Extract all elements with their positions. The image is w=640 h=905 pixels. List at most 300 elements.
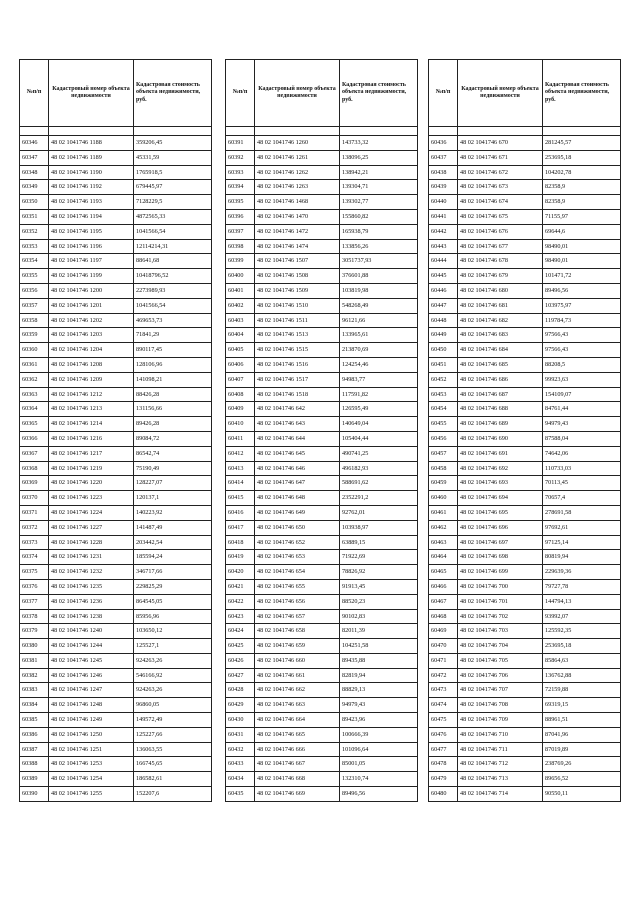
cadastral-value-cell: 80819,94 xyxy=(543,550,621,565)
table-row xyxy=(20,550,212,565)
cadastral-number-cell: 48 02 1041746 647 xyxy=(255,476,340,491)
cadastral-value-cell: 133965,61 xyxy=(340,328,418,343)
cadastral-value-cell: 97566,43 xyxy=(543,328,621,343)
row-number-cell: 60349 xyxy=(20,180,49,195)
row-number-cell: 60443 xyxy=(429,239,458,254)
table-row xyxy=(226,224,418,239)
cadastral-value-cell: 238769,26 xyxy=(543,757,621,772)
row-number-cell: 60400 xyxy=(226,269,255,284)
table-row xyxy=(226,757,418,772)
row-number-cell: 60384 xyxy=(20,698,49,713)
cadastral-value-cell: 125527,1 xyxy=(134,639,212,654)
cadastral-number-cell: 48 02 1041746 712 xyxy=(458,757,543,772)
row-number-cell: 60409 xyxy=(226,402,255,417)
table-row xyxy=(226,609,418,624)
cadastral-number-cell: 48 02 1041746 1247 xyxy=(49,683,134,698)
cadastral-value-cell: 1765918,5 xyxy=(134,165,212,180)
table-row xyxy=(20,579,212,594)
row-number-cell: 60472 xyxy=(429,668,458,683)
header-number: №п/п xyxy=(20,60,49,127)
header-cadastral-number: Кадастровый номер объекта недвижимости xyxy=(458,60,543,127)
cadastral-value-cell: 104251,58 xyxy=(340,639,418,654)
cadastral-value-cell: 546166,92 xyxy=(134,668,212,683)
cadastral-number-cell: 48 02 1041746 688 xyxy=(458,402,543,417)
cadastral-value-cell: 71155,97 xyxy=(543,209,621,224)
cadastral-number-cell: 48 02 1041746 681 xyxy=(458,298,543,313)
row-number-cell: 60461 xyxy=(429,505,458,520)
row-number-cell: 60415 xyxy=(226,491,255,506)
cadastral-number-cell: 48 02 1041746 654 xyxy=(255,565,340,580)
table-row xyxy=(226,653,418,668)
table-row xyxy=(20,505,212,520)
cadastral-value-cell: 93992,07 xyxy=(543,609,621,624)
row-number-cell: 60445 xyxy=(429,269,458,284)
row-number-cell: 60372 xyxy=(20,520,49,535)
row-number-cell: 60451 xyxy=(429,357,458,372)
cadastral-number-cell: 48 02 1041746 1246 xyxy=(49,668,134,683)
row-number-cell: 60456 xyxy=(429,431,458,446)
cadastral-number-cell: 48 02 1041746 1517 xyxy=(255,372,340,387)
cadastral-number-cell: 48 02 1041746 1263 xyxy=(255,180,340,195)
cadastral-value-cell: 89656,52 xyxy=(543,772,621,787)
cadastral-number-cell: 48 02 1041746 644 xyxy=(255,431,340,446)
table-row xyxy=(20,343,212,358)
table-row xyxy=(226,136,418,151)
cadastral-value-cell: 186582,61 xyxy=(134,772,212,787)
cadastral-value-cell: 104202,78 xyxy=(543,165,621,180)
row-number-cell: 60460 xyxy=(429,491,458,506)
row-number-cell: 60422 xyxy=(226,594,255,609)
cadastral-value-cell: 63889,15 xyxy=(340,535,418,550)
table-row xyxy=(20,431,212,446)
cadastral-value-cell: 103975,97 xyxy=(543,298,621,313)
cadastral-number-cell: 48 02 1041746 1193 xyxy=(49,195,134,210)
table-row xyxy=(20,150,212,165)
cadastral-number-cell: 48 02 1041746 663 xyxy=(255,698,340,713)
row-number-cell: 60397 xyxy=(226,224,255,239)
row-number-cell: 60444 xyxy=(429,254,458,269)
row-number-cell: 60463 xyxy=(429,535,458,550)
table-row xyxy=(226,402,418,417)
table-row xyxy=(226,713,418,728)
cadastral-number-cell: 48 02 1041746 687 xyxy=(458,387,543,402)
cadastral-value-cell: 154109,07 xyxy=(543,387,621,402)
row-number-cell: 60477 xyxy=(429,742,458,757)
cadastral-number-cell: 48 02 1041746 668 xyxy=(255,772,340,787)
cadastral-number-cell: 48 02 1041746 1208 xyxy=(49,357,134,372)
table-row xyxy=(226,180,418,195)
row-number-cell: 60410 xyxy=(226,417,255,432)
cadastral-number-cell: 48 02 1041746 706 xyxy=(458,668,543,683)
cadastral-value-cell: 126595,49 xyxy=(340,402,418,417)
row-number-cell: 60406 xyxy=(226,357,255,372)
row-number-cell: 60405 xyxy=(226,343,255,358)
table-row xyxy=(429,639,621,654)
cadastral-number-cell: 48 02 1041746 1220 xyxy=(49,476,134,491)
table-row xyxy=(429,431,621,446)
cadastral-value-cell: 88641,68 xyxy=(134,254,212,269)
table-row xyxy=(226,698,418,713)
cadastral-number-cell: 48 02 1041746 1190 xyxy=(49,165,134,180)
row-number-cell: 60433 xyxy=(226,757,255,772)
cadastral-number-cell: 48 02 1041746 678 xyxy=(458,254,543,269)
cadastral-value-cell: 117591,82 xyxy=(340,387,418,402)
cadastral-value-cell: 864545,05 xyxy=(134,594,212,609)
cadastral-value-cell: 131156,66 xyxy=(134,402,212,417)
cadastral-number-cell: 48 02 1041746 674 xyxy=(458,195,543,210)
cadastral-value-cell: 88520,23 xyxy=(340,594,418,609)
cadastral-value-cell: 97125,14 xyxy=(543,535,621,550)
cadastral-number-cell: 48 02 1041746 1515 xyxy=(255,343,340,358)
header-spacer-row xyxy=(226,127,418,136)
cadastral-number-cell: 48 02 1041746 642 xyxy=(255,402,340,417)
cadastral-number-cell: 48 02 1041746 1203 xyxy=(49,328,134,343)
cadastral-value-cell: 138096,25 xyxy=(340,150,418,165)
cadastral-number-cell: 48 02 1041746 1216 xyxy=(49,431,134,446)
cadastral-number-cell: 48 02 1041746 658 xyxy=(255,624,340,639)
table-row xyxy=(226,491,418,506)
table-row xyxy=(20,269,212,284)
table-row xyxy=(429,787,621,802)
cadastral-value-cell: 92762,01 xyxy=(340,505,418,520)
row-number-cell: 60429 xyxy=(226,698,255,713)
table-row xyxy=(429,446,621,461)
table-header-row xyxy=(20,60,212,127)
cadastral-number-cell: 48 02 1041746 686 xyxy=(458,372,543,387)
cadastral-value-cell: 890117,45 xyxy=(134,343,212,358)
row-number-cell: 60438 xyxy=(429,165,458,180)
cadastral-value-cell: 89423,96 xyxy=(340,713,418,728)
table-row xyxy=(429,387,621,402)
cadastral-value-cell: 45331,59 xyxy=(134,150,212,165)
row-number-cell: 60367 xyxy=(20,446,49,461)
cadastral-value-cell: 229825,29 xyxy=(134,579,212,594)
cadastral-value-cell: 88208,5 xyxy=(543,357,621,372)
table-row xyxy=(20,136,212,151)
cadastral-number-cell: 48 02 1041746 1253 xyxy=(49,757,134,772)
cadastral-value-cell: 133856,26 xyxy=(340,239,418,254)
cadastral-number-cell: 48 02 1041746 1470 xyxy=(255,209,340,224)
row-number-cell: 60437 xyxy=(429,150,458,165)
row-number-cell: 60366 xyxy=(20,431,49,446)
cadastral-value-cell: 128227,07 xyxy=(134,476,212,491)
table-row xyxy=(429,550,621,565)
table-row xyxy=(20,683,212,698)
table-row xyxy=(429,180,621,195)
cadastral-number-cell: 48 02 1041746 1195 xyxy=(49,224,134,239)
row-number-cell: 60474 xyxy=(429,698,458,713)
row-number-cell: 60413 xyxy=(226,461,255,476)
table-row xyxy=(429,505,621,520)
cadastral-value-cell: 203442,54 xyxy=(134,535,212,550)
table-row xyxy=(20,283,212,298)
cadastral-number-cell: 48 02 1041746 673 xyxy=(458,180,543,195)
table-row xyxy=(20,417,212,432)
cadastral-table-3 xyxy=(428,59,621,802)
row-number-cell: 60352 xyxy=(20,224,49,239)
cadastral-value-cell: 90550,11 xyxy=(543,787,621,802)
cadastral-number-cell: 48 02 1041746 676 xyxy=(458,224,543,239)
cadastral-value-cell: 82011,39 xyxy=(340,624,418,639)
row-number-cell: 60447 xyxy=(429,298,458,313)
table-row xyxy=(20,313,212,328)
table-row xyxy=(20,239,212,254)
row-number-cell: 60354 xyxy=(20,254,49,269)
table-row xyxy=(226,579,418,594)
row-number-cell: 60362 xyxy=(20,372,49,387)
cadastral-number-cell: 48 02 1041746 1507 xyxy=(255,254,340,269)
table-row xyxy=(429,579,621,594)
row-number-cell: 60470 xyxy=(429,639,458,654)
cadastral-value-cell: 7128229,5 xyxy=(134,195,212,210)
cadastral-number-cell: 48 02 1041746 691 xyxy=(458,446,543,461)
cadastral-value-cell: 103650,12 xyxy=(134,624,212,639)
spacer-cell xyxy=(340,127,418,136)
cadastral-value-cell: 138942,21 xyxy=(340,165,418,180)
row-number-cell: 60441 xyxy=(429,209,458,224)
table-row xyxy=(20,698,212,713)
row-number-cell: 60416 xyxy=(226,505,255,520)
cadastral-number-cell: 48 02 1041746 670 xyxy=(458,136,543,151)
cadastral-number-cell: 48 02 1041746 710 xyxy=(458,727,543,742)
cadastral-number-cell: 48 02 1041746 650 xyxy=(255,520,340,535)
row-number-cell: 60412 xyxy=(226,446,255,461)
row-number-cell: 60360 xyxy=(20,343,49,358)
cadastral-number-cell: 48 02 1041746 714 xyxy=(458,787,543,802)
cadastral-number-cell: 48 02 1041746 705 xyxy=(458,653,543,668)
cadastral-value-cell: 110733,03 xyxy=(543,461,621,476)
row-number-cell: 60455 xyxy=(429,417,458,432)
cadastral-number-cell: 48 02 1041746 700 xyxy=(458,579,543,594)
cadastral-number-cell: 48 02 1041746 1201 xyxy=(49,298,134,313)
cadastral-number-cell: 48 02 1041746 1509 xyxy=(255,283,340,298)
row-number-cell: 60475 xyxy=(429,713,458,728)
cadastral-value-cell: 82358,9 xyxy=(543,180,621,195)
cadastral-value-cell: 253695,18 xyxy=(543,150,621,165)
cadastral-value-cell: 124254,46 xyxy=(340,357,418,372)
cadastral-number-cell: 48 02 1041746 1513 xyxy=(255,328,340,343)
row-number-cell: 60401 xyxy=(226,283,255,298)
cadastral-number-cell: 48 02 1041746 657 xyxy=(255,609,340,624)
cadastral-number-cell: 48 02 1041746 667 xyxy=(255,757,340,772)
cadastral-value-cell: 119784,73 xyxy=(543,313,621,328)
cadastral-value-cell: 101471,72 xyxy=(543,269,621,284)
table-row xyxy=(226,269,418,284)
cadastral-value-cell: 140223,92 xyxy=(134,505,212,520)
row-number-cell: 60394 xyxy=(226,180,255,195)
table-row xyxy=(429,402,621,417)
cadastral-value-cell: 12114214,31 xyxy=(134,239,212,254)
table-row xyxy=(20,535,212,550)
cadastral-number-cell: 48 02 1041746 1231 xyxy=(49,550,134,565)
table-row xyxy=(429,713,621,728)
table-row xyxy=(226,298,418,313)
table-row xyxy=(429,757,621,772)
row-number-cell: 60364 xyxy=(20,402,49,417)
table-row xyxy=(20,476,212,491)
table-row xyxy=(20,787,212,802)
cadastral-value-cell: 89496,56 xyxy=(340,787,418,802)
row-number-cell: 60417 xyxy=(226,520,255,535)
cadastral-value-cell: 10418796,52 xyxy=(134,269,212,284)
table-row xyxy=(20,298,212,313)
spacer-cell xyxy=(543,127,621,136)
cadastral-number-cell: 48 02 1041746 1214 xyxy=(49,417,134,432)
table-row xyxy=(226,565,418,580)
table-row xyxy=(226,446,418,461)
table-row xyxy=(20,180,212,195)
table-row xyxy=(429,136,621,151)
cadastral-value-cell: 253695,18 xyxy=(543,639,621,654)
table-row xyxy=(226,387,418,402)
table-row xyxy=(20,653,212,668)
table-row xyxy=(226,254,418,269)
cadastral-number-cell: 48 02 1041746 643 xyxy=(255,417,340,432)
table-row xyxy=(20,461,212,476)
cadastral-number-cell: 48 02 1041746 1224 xyxy=(49,505,134,520)
row-number-cell: 60375 xyxy=(20,565,49,580)
cadastral-value-cell: 69644,6 xyxy=(543,224,621,239)
spacer-cell xyxy=(226,127,255,136)
row-number-cell: 60458 xyxy=(429,461,458,476)
header-spacer-row xyxy=(20,127,212,136)
table-row xyxy=(20,446,212,461)
cadastral-value-cell: 469653,73 xyxy=(134,313,212,328)
row-number-cell: 60432 xyxy=(226,742,255,757)
cadastral-value-cell: 165938,79 xyxy=(340,224,418,239)
table-row xyxy=(20,224,212,239)
cadastral-value-cell: 132310,74 xyxy=(340,772,418,787)
cadastral-number-cell: 48 02 1041746 709 xyxy=(458,713,543,728)
cadastral-number-cell: 48 02 1041746 694 xyxy=(458,491,543,506)
table-row xyxy=(429,224,621,239)
cadastral-value-cell: 96860,05 xyxy=(134,698,212,713)
cadastral-value-cell: 89426,28 xyxy=(134,417,212,432)
table-row xyxy=(226,683,418,698)
table-row xyxy=(20,742,212,757)
cadastral-number-cell: 48 02 1041746 692 xyxy=(458,461,543,476)
row-number-cell: 60387 xyxy=(20,742,49,757)
table-row xyxy=(20,624,212,639)
cadastral-number-cell: 48 02 1041746 660 xyxy=(255,653,340,668)
cadastral-value-cell: 89084,72 xyxy=(134,431,212,446)
cadastral-value-cell: 88426,28 xyxy=(134,387,212,402)
row-number-cell: 60392 xyxy=(226,150,255,165)
cadastral-number-cell: 48 02 1041746 1508 xyxy=(255,269,340,284)
cadastral-number-cell: 48 02 1041746 697 xyxy=(458,535,543,550)
cadastral-number-cell: 48 02 1041746 661 xyxy=(255,668,340,683)
row-number-cell: 60420 xyxy=(226,565,255,580)
cadastral-number-cell: 48 02 1041746 665 xyxy=(255,727,340,742)
row-number-cell: 60350 xyxy=(20,195,49,210)
spacer-cell xyxy=(134,127,212,136)
cadastral-number-cell: 48 02 1041746 652 xyxy=(255,535,340,550)
spacer-cell xyxy=(20,127,49,136)
cadastral-value-cell: 85956,96 xyxy=(134,609,212,624)
row-number-cell: 60356 xyxy=(20,283,49,298)
row-number-cell: 60480 xyxy=(429,787,458,802)
cadastral-number-cell: 48 02 1041746 684 xyxy=(458,343,543,358)
cadastral-value-cell: 128106,96 xyxy=(134,357,212,372)
cadastral-value-cell: 88829,13 xyxy=(340,683,418,698)
cadastral-number-cell: 48 02 1041746 1249 xyxy=(49,713,134,728)
header-spacer-row xyxy=(429,127,621,136)
cadastral-number-cell: 48 02 1041746 1250 xyxy=(49,727,134,742)
cadastral-number-cell: 48 02 1041746 1219 xyxy=(49,461,134,476)
table-row xyxy=(20,727,212,742)
header-number: №п/п xyxy=(429,60,458,127)
table-row xyxy=(429,195,621,210)
cadastral-value-cell: 679445,97 xyxy=(134,180,212,195)
cadastral-value-cell: 346717,66 xyxy=(134,565,212,580)
row-number-cell: 60395 xyxy=(226,195,255,210)
cadastral-number-cell: 48 02 1041746 1202 xyxy=(49,313,134,328)
cadastral-number-cell: 48 02 1041746 1251 xyxy=(49,742,134,757)
cadastral-value-cell: 136762,88 xyxy=(543,668,621,683)
cadastral-value-cell: 149572,49 xyxy=(134,713,212,728)
row-number-cell: 60390 xyxy=(20,787,49,802)
cadastral-number-cell: 48 02 1041746 703 xyxy=(458,624,543,639)
row-number-cell: 60382 xyxy=(20,668,49,683)
row-number-cell: 60378 xyxy=(20,609,49,624)
cadastral-value-cell: 82819,94 xyxy=(340,668,418,683)
row-number-cell: 60346 xyxy=(20,136,49,151)
row-number-cell: 60479 xyxy=(429,772,458,787)
table-row xyxy=(429,239,621,254)
cadastral-value-cell: 125592,35 xyxy=(543,624,621,639)
row-number-cell: 60369 xyxy=(20,476,49,491)
row-number-cell: 60389 xyxy=(20,772,49,787)
table-row xyxy=(20,372,212,387)
row-number-cell: 60393 xyxy=(226,165,255,180)
row-number-cell: 60376 xyxy=(20,579,49,594)
cadastral-number-cell: 48 02 1041746 1260 xyxy=(255,136,340,151)
table-row xyxy=(226,535,418,550)
cadastral-number-cell: 48 02 1041746 649 xyxy=(255,505,340,520)
row-number-cell: 60363 xyxy=(20,387,49,402)
row-number-cell: 60386 xyxy=(20,727,49,742)
cadastral-value-cell: 87041,96 xyxy=(543,727,621,742)
cadastral-number-cell: 48 02 1041746 1468 xyxy=(255,195,340,210)
cadastral-value-cell: 69319,15 xyxy=(543,698,621,713)
row-number-cell: 60476 xyxy=(429,727,458,742)
cadastral-value-cell: 82358,9 xyxy=(543,195,621,210)
cadastral-number-cell: 48 02 1041746 1474 xyxy=(255,239,340,254)
cadastral-value-cell: 105404,44 xyxy=(340,431,418,446)
row-number-cell: 60431 xyxy=(226,727,255,742)
cadastral-number-cell: 48 02 1041746 656 xyxy=(255,594,340,609)
row-number-cell: 60419 xyxy=(226,550,255,565)
cadastral-value-cell: 71922,69 xyxy=(340,550,418,565)
row-number-cell: 60462 xyxy=(429,520,458,535)
table-row xyxy=(20,565,212,580)
row-number-cell: 60358 xyxy=(20,313,49,328)
table-row xyxy=(20,772,212,787)
table-row xyxy=(429,328,621,343)
table-row xyxy=(226,343,418,358)
cadastral-number-cell: 48 02 1041746 1189 xyxy=(49,150,134,165)
table-row xyxy=(20,165,212,180)
cadastral-number-cell: 48 02 1041746 1518 xyxy=(255,387,340,402)
cadastral-value-cell: 91913,45 xyxy=(340,579,418,594)
cadastral-value-cell: 90102,83 xyxy=(340,609,418,624)
cadastral-value-cell: 588691,62 xyxy=(340,476,418,491)
cadastral-value-cell: 96121,66 xyxy=(340,313,418,328)
cadastral-number-cell: 48 02 1041746 693 xyxy=(458,476,543,491)
cadastral-value-cell: 140649,04 xyxy=(340,417,418,432)
cadastral-value-cell: 490741,25 xyxy=(340,446,418,461)
row-number-cell: 60381 xyxy=(20,653,49,668)
